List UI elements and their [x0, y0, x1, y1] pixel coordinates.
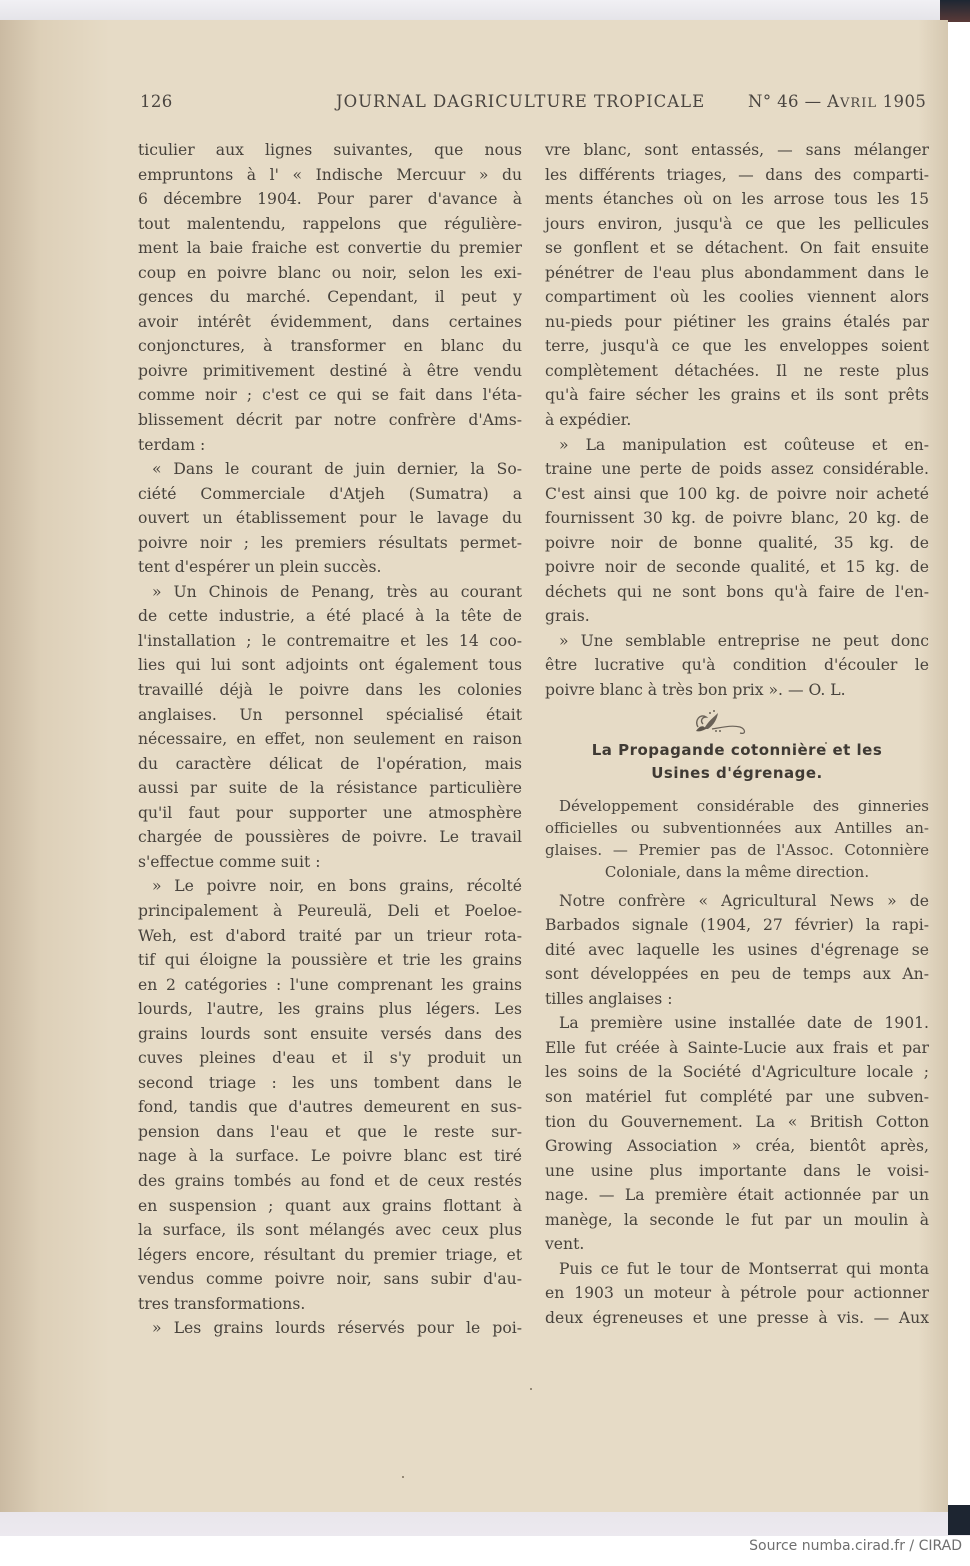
text-line: son matériel fut complété par une subven-	[545, 1087, 929, 1106]
scan-corner	[940, 0, 970, 22]
text-line: Puis ce fut le tour de Montserrat qui monta	[559, 1259, 929, 1278]
summary-line: Développement considérable des ginneries	[559, 796, 929, 815]
text-line: second triage : les uns tombent dans le	[138, 1073, 522, 1092]
scan-corner	[948, 1505, 970, 1535]
text-line: les soins de la Société d'Agriculture locale ;	[545, 1063, 929, 1082]
text-line: nécessaire, en effet, non seulement en raison	[138, 730, 522, 749]
issue-info	[748, 92, 926, 111]
text-line: poivre blanc à très bon prix ». — O. L.	[545, 681, 846, 700]
article-title	[545, 739, 929, 785]
text-line: l'installation ; le contremaitre et les 14 coo-	[138, 631, 522, 650]
text-line: traine une perte de poids assez considérable.	[545, 460, 929, 479]
text-line: principalement à Peureulä, Deli et Poeloe-	[138, 901, 522, 920]
text-line: vendus comme poivre noir, sans subir d'au-	[138, 1270, 522, 1289]
text-line: La première usine installée date de 1901.	[559, 1014, 929, 1033]
text-line: légers encore, résultant du premier triage, et	[138, 1245, 522, 1264]
text-line: avoir intérêt évidemment, dans certaines	[138, 312, 522, 331]
text-line: Growing Association » créa, bientôt après,	[545, 1137, 929, 1156]
text-line: Barbados signale (1904, 27 février) la rapi-	[545, 916, 929, 935]
text-line: ment la baie fraiche est convertie du premier	[138, 239, 522, 258]
issue-year: 1905	[877, 92, 927, 111]
text-line: aussi par suite de la résistance particulière	[138, 779, 522, 798]
text-line: » Une semblable entreprise ne peut donc	[559, 631, 929, 650]
text-line: tout malentendu, rappelons que régulière-	[138, 214, 522, 233]
summary-line: officielles ou subventionnées aux Antilles an-	[545, 818, 929, 837]
journal-title: JOURNAL DAGRICULTURE TROPICALE	[336, 92, 706, 111]
article-summary	[545, 795, 929, 883]
text-line: se gonflent et se détachent. On fait ensuite	[545, 239, 929, 258]
text-line: poivre primitivement destiné à être vendu	[138, 361, 522, 380]
right-column-text-after	[545, 889, 929, 1331]
article-title-line: La Propagande cotonnière et les	[591, 740, 883, 759]
text-line: qu'il faut pour supporter une atmosphère	[138, 803, 522, 822]
text-line: « Dans le courant de juin dernier, la So-	[152, 460, 522, 479]
text-line: grais.	[545, 607, 590, 626]
text-line: Elle fut créée à Sainte-Lucie aux frais et par	[545, 1038, 929, 1057]
text-line: en suspension ; quant aux grains flottant à	[138, 1196, 522, 1215]
text-line: du caractère délicat de l'opération, mais	[138, 754, 522, 773]
text-line: ments étanches où on les arrose tous les 15	[545, 190, 929, 209]
text-line: jours environ, jusqu'à ce que les pellicules	[545, 214, 929, 233]
right-column-text-before	[545, 138, 929, 703]
text-line: lourds, l'autre, les grains plus légers. Les	[138, 1000, 522, 1019]
article-title-line: Usines d'égrenage.	[651, 763, 823, 782]
issue-month: AVRIL	[827, 92, 877, 111]
text-line: Weh, est d'abord traité par un trieur rota-	[138, 926, 522, 945]
issue-number: N° 46 —	[748, 92, 828, 111]
text-line: 6 décembre 1904. Pour parer d'avance à	[138, 190, 522, 209]
scan-top-margin	[0, 0, 970, 22]
text-line: pénétrer de l'eau plus abondamment dans le	[545, 263, 929, 282]
text-line: coup en poivre blanc ou noir, selon les exi-	[138, 263, 522, 282]
text-line: nu-pieds pour piétiner les grains étalés par	[545, 312, 929, 331]
text-line: déchets qui ne sont bons qu'à faire de l'en-	[545, 582, 929, 601]
text-line: qu'à faire sécher les grains et ils sont prêts	[545, 386, 929, 405]
text-line: fond, tandis que d'autres demeurent en sus-	[138, 1098, 522, 1117]
text-line: terre, jusqu'à ce que les enveloppes soient	[545, 337, 929, 356]
text-line: blissement décrit par notre confrère d'Ams-	[138, 411, 522, 430]
text-line: travaillé déjà le poivre dans les colonies	[138, 681, 522, 700]
text-line: la surface, ils sont mélangés avec ceux plus	[138, 1221, 522, 1240]
text-line: les différents triages, — dans des comparti-	[545, 165, 929, 184]
text-line: Notre confrère « Agricultural News » de	[559, 891, 929, 910]
text-line: terdam :	[138, 435, 206, 454]
text-line: » Un Chinois de Penang, très au courant	[152, 582, 522, 601]
text-line: » Le poivre noir, en bons grains, récolté	[152, 877, 522, 896]
text-line: » La manipulation est coûteuse et en-	[559, 435, 929, 454]
text-line: des grains tombés au fond et de ceux restés	[138, 1171, 522, 1190]
text-line: anglaises. Un personnel spécialisé était	[138, 705, 522, 724]
scan-bottom-margin	[0, 1512, 970, 1536]
text-line: gences du marché. Cependant, il peut y	[138, 288, 522, 307]
text-line: sont développées en peu de temps aux An-	[545, 965, 929, 984]
text-line: vre blanc, sont entassés, — sans mélanger	[545, 141, 929, 159]
text-line: poivre noir ; les premiers résultats permet-	[138, 533, 522, 552]
text-line: en 2 catégories : l'une comprenant les grains	[138, 975, 522, 994]
text-line: tilles anglaises :	[545, 989, 673, 1008]
text-line: être lucrative qu'à condition d'écouler le	[545, 656, 929, 675]
text-line: complètement détachées. Il ne reste plus	[545, 361, 929, 380]
summary-line: Coloniale, dans la même direction.	[604, 862, 870, 881]
paper-speck	[530, 1388, 532, 1390]
text-line: tres transformations.	[138, 1294, 306, 1313]
text-line: vent.	[545, 1235, 585, 1254]
text-line: cuves pleines d'eau et il s'y produit un	[138, 1049, 522, 1068]
right-column	[545, 138, 929, 1330]
text-line: ciété Commerciale d'Atjeh (Sumatra) a	[138, 484, 522, 503]
text-line: une usine plus importante dans le voisi-	[545, 1161, 929, 1180]
text-line: conjonctures, à transformer en blanc du	[138, 337, 522, 356]
text-line: nage à la surface. Le poivre blanc est tiré	[138, 1147, 522, 1166]
text-line: comme noir ; c'est ce qui se fait dans l'éta-	[138, 386, 522, 405]
text-line: poivre noir de bonne qualité, 35 kg. de	[545, 533, 929, 552]
text-line: tent d'espérer un plein succès.	[138, 558, 382, 577]
text-line: compartiment où les coolies viennent alors	[545, 288, 929, 307]
text-line: en 1903 un moteur à pétrole pour actionner	[545, 1284, 929, 1303]
text-line: pension dans l'eau et que le reste sur-	[138, 1122, 522, 1141]
text-line: deux égreneuses et une presse à vis. — Aux	[545, 1308, 929, 1327]
running-header	[0, 92, 948, 116]
text-line: manège, la seconde le fut par un moulin à	[545, 1210, 929, 1229]
text-line: chargée de poussières de poivre. Le travail	[138, 828, 522, 847]
text-line: à expédier.	[545, 411, 632, 430]
text-line: empruntons à l' « Indische Mercuur » du	[138, 165, 522, 184]
text-line: tion du Gouvernement. La « British Cotton	[545, 1112, 929, 1131]
text-line: grains lourds sont ensuite versés dans des	[138, 1024, 522, 1043]
text-line: » Les grains lourds réservés pour le poi-	[152, 1319, 522, 1338]
source-credit: Source numba.cirad.fr / CIRAD	[749, 1538, 962, 1554]
text-line: fournissent 30 kg. de poivre blanc, 20 kg. de	[545, 509, 929, 528]
text-line: dité avec laquelle les usines d'égrenage se	[545, 940, 929, 959]
paper-speck	[402, 1476, 404, 1478]
text-line: nage. — La première était actionnée par un	[545, 1186, 929, 1205]
text-line: tif qui éloigne la poussière et trie les grains	[138, 951, 522, 970]
text-line: lies qui lui sont adjoints ont également tous	[138, 656, 522, 675]
left-column	[138, 138, 522, 1341]
text-line: poivre noir de seconde qualité, et 15 kg. de	[545, 558, 929, 577]
fleuron-ornament-icon	[545, 703, 929, 739]
text-line: ticulier aux lignes suivantes, que nous	[138, 141, 522, 159]
page-number: 126	[140, 92, 173, 111]
text-line: s'effectue comme suit :	[138, 852, 321, 871]
summary-line: glaises. — Premier pas de l'Assoc. Cotonnière	[545, 840, 929, 859]
text-line: C'est ainsi que 100 kg. de poivre noir acheté	[545, 484, 929, 503]
text-line: ouvert un établissement pour le lavage du	[138, 509, 522, 528]
text-line: de cette industrie, a été placé à la tête de	[138, 607, 522, 626]
